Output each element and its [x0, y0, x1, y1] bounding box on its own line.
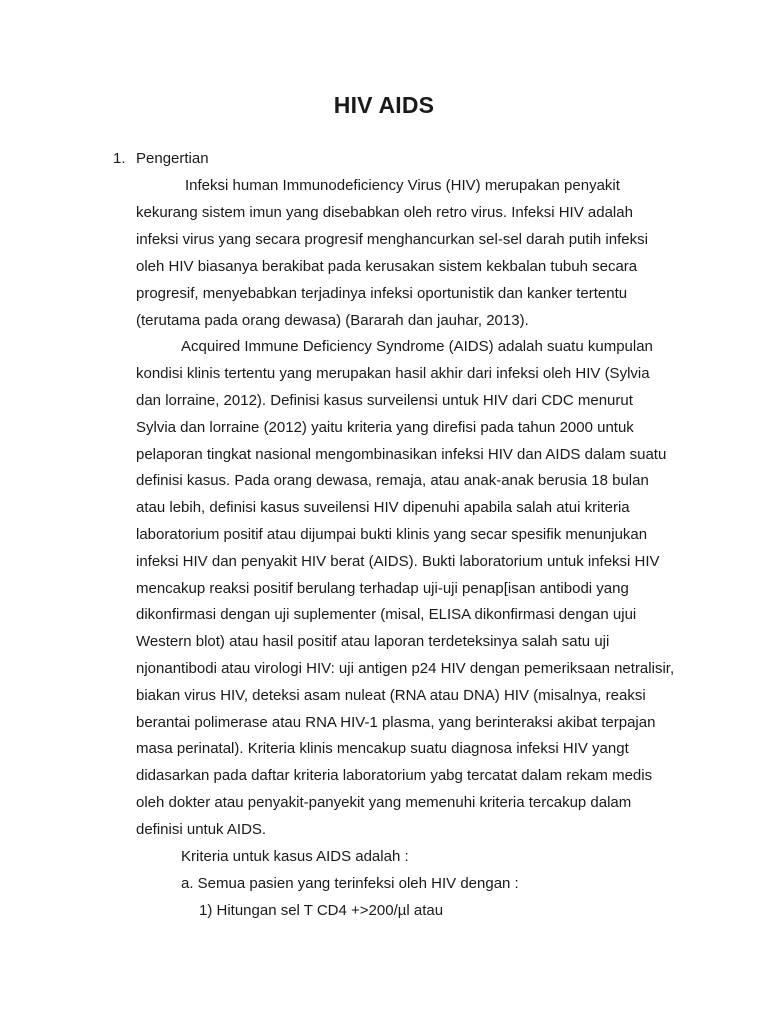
paragraph-line: progresif, menyebabkan terjadinya infeksi oportunistik dan kanker tertentu: [136, 285, 628, 302]
paragraph-line: kondisi klinis tertentu yang merupakan hasil akhir dari infeksi oleh HIV (Sylvia: [136, 365, 650, 382]
paragraph-line: definisi untuk AIDS.: [136, 821, 267, 838]
criteria-subitem-1: 1) Hitungan sel T CD4 +>200/µl atau: [199, 902, 444, 919]
document-title: HIV AIDS: [333, 92, 435, 118]
paragraph-line: dikonfirmasi dengan uji suplementer (misal, ELISA dikonfirmasi dengan ujui: [136, 606, 637, 623]
paragraph-line: Sylvia dan lorraine (2012) yaitu kriteria yang direfisi pada tahun 2000 untuk: [136, 419, 634, 436]
paragraph-line: kekurang sistem imun yang disebabkan oleh retro virus. Infeksi HIV adalah: [136, 204, 633, 221]
paragraph-line: Infeksi human Immunodeficiency Virus (HIV) merupakan penyakit: [185, 177, 620, 194]
paragraph-line: (terutama pada orang dewasa) (Bararah dan jauhar, 2013).: [136, 312, 529, 329]
paragraph-line: njonantibodi atau virologi HIV: uji antigen p24 HIV dengan pemeriksaan netralisir,: [136, 660, 675, 677]
paragraph-line: berantai polimerase atau RNA HIV-1 plasma, yang berinteraksi akibat terpajan: [136, 714, 656, 731]
paragraph-line: masa perinatal). Kriteria klinis mencakup suatu diagnosa infeksi HIV yangt: [136, 740, 629, 757]
section-heading: Pengertian: [136, 150, 209, 167]
paragraph-line: biakan virus HIV, deteksi asam nuleat (RNA atau DNA) HIV (misalnya, reaksi: [136, 687, 646, 704]
paragraph-line: Western blot) atau hasil positif atau laporan terdeteksinya salah satu uji: [136, 633, 610, 650]
paragraph-line: laboratorium positif atau dijumpai bukti klinis yang secar spesifik menunjukan: [136, 526, 648, 543]
paragraph-line: infeksi virus yang secara progresif menghancurkan sel-sel darah putih infeksi: [136, 231, 648, 248]
criteria-item-a: a. Semua pasien yang terinfeksi oleh HIV dengan :: [181, 875, 519, 892]
criteria-intro: Kriteria untuk kasus AIDS adalah :: [181, 848, 409, 865]
paragraph-line: mencakup reaksi positif berulang terhadap uji-uji penap[isan antibodi yang: [136, 580, 629, 597]
paragraph-line: pelaporan tingkat nasional mengombinasikan infeksi HIV dan AIDS dalam suatu: [136, 446, 667, 463]
paragraph-line: Acquired Immune Deficiency Syndrome (AIDS) adalah suatu kumpulan: [181, 338, 653, 355]
paragraph-line: definisi kasus. Pada orang dewasa, remaja, atau anak-anak berusia 18 bulan: [136, 472, 649, 489]
paragraph-line: oleh dokter atau penyakit-panyekit yang memenuhi kriteria tercakup dalam: [136, 794, 632, 811]
paragraph-line: infeksi HIV dan penyakit HIV berat (AIDS). Bukti laboratorium untuk infeksi HIV: [136, 553, 660, 570]
paragraph-line: oleh HIV biasanya berakibat pada kerusakan sistem kekbalan tubuh secara: [136, 258, 638, 275]
section-number: 1.: [113, 150, 126, 167]
paragraph-line: atau lebih, definisi kasus suveilensi HIV dipenuhi apabila salah atui kriteria: [136, 499, 630, 516]
paragraph-line: didasarkan pada daftar kriteria laboratorium yabg tercatat dalam rekam medis: [136, 767, 653, 784]
paragraph-line: dan lorraine, 2012). Definisi kasus surveilensi untuk HIV dari CDC menurut: [136, 392, 633, 409]
